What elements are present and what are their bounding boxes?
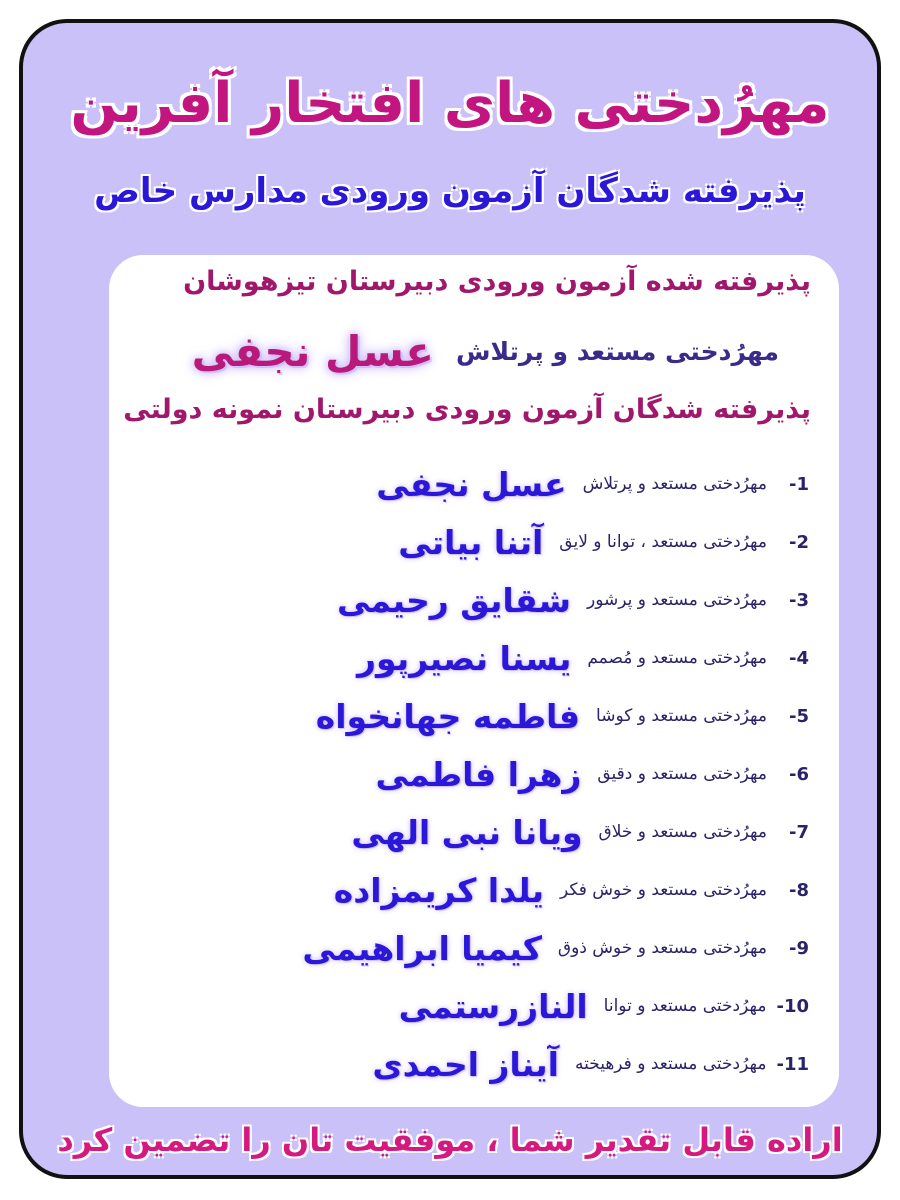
list-item: [129, 977, 809, 1035]
poster-subtitle: پذیرفته شدگان آزمون ورودی مدارس خاص: [94, 171, 806, 211]
student-number: 9-: [788, 937, 809, 959]
student-name: یلدا کریمزاده: [333, 870, 544, 910]
student-number: 2-: [788, 531, 809, 553]
student-desc: مهرُدختی مستعد و مُصمم: [587, 648, 767, 668]
list-item: [129, 571, 809, 629]
poster-title: مهرُدختی های افتخار آفرین: [70, 71, 830, 136]
student-name: کیمیا ابراهیمی: [302, 928, 542, 968]
student-desc: مهرُدختی مستعد و کوشا: [596, 706, 767, 726]
list-item: [129, 513, 809, 571]
student-desc: مهرُدختی مستعد و دقیق: [597, 764, 767, 784]
sample-section-title: پذیرفته شدگان آزمون ورودی دبیرستان نمونه دولتی: [123, 394, 811, 425]
list-item: [129, 803, 809, 861]
student-name: زهرا فاطمی: [375, 754, 582, 794]
student-desc: مهرُدختی مستعد و پرشور: [587, 590, 767, 610]
list-item: [129, 745, 809, 803]
student-number: 11-: [776, 1053, 809, 1075]
student-number: 8-: [788, 879, 809, 901]
poster-frame: [19, 19, 881, 1179]
student-number: 1-: [788, 473, 809, 495]
student-desc: مهرُدختی مستعد و خلاق: [598, 822, 767, 842]
student-desc: مهرُدختی مستعد و خوش ذوق: [557, 938, 767, 958]
student-name: آیناز احمدی: [372, 1044, 559, 1084]
list-item: [129, 919, 809, 977]
student-desc: مهرُدختی مستعد و فرهیخته: [574, 1054, 767, 1074]
student-number: 5-: [788, 705, 809, 727]
student-number: 4-: [788, 647, 809, 669]
student-list: [129, 455, 809, 1093]
list-item: [129, 1035, 809, 1093]
list-item: [129, 687, 809, 745]
student-desc: مهرُدختی مستعد ، توانا و لایق: [559, 532, 767, 552]
student-name: فاطمه جهانخواه: [315, 696, 581, 736]
student-name: النازرستمی: [398, 986, 588, 1026]
student-name: ویانا نبی الهی: [351, 812, 583, 852]
student-name: شقایق رحیمی: [337, 580, 571, 620]
footer-slogan: اراده قابل تقدیر شما ، موفقیت تان را تضمین کرد: [57, 1121, 843, 1159]
list-item: [129, 629, 809, 687]
student-name: عسل نجفی: [376, 464, 567, 504]
student-number: 7-: [788, 821, 809, 843]
gifted-section-title: پذیرفته شده آزمون ورودی دبیرستان تیزهوشان: [183, 266, 811, 297]
student-number: 6-: [788, 763, 809, 785]
student-name: یسنا نصیرپور: [357, 638, 572, 678]
student-name: آتنا بیاتی: [398, 522, 544, 562]
student-desc: مهرُدختی مستعد و خوش فکر: [560, 880, 767, 900]
student-desc: مهرُدختی مستعد و پرتلاش: [582, 474, 767, 494]
list-item: [129, 455, 809, 513]
student-desc: مهرُدختی مستعد و توانا: [603, 996, 767, 1016]
gifted-student: [192, 327, 779, 376]
student-number: 3-: [788, 589, 809, 611]
results-panel: [109, 255, 839, 1107]
student-number: 10-: [776, 995, 809, 1017]
gifted-student-desc: مهرُدختی مستعد و پرتلاش: [455, 337, 779, 366]
list-item: [129, 861, 809, 919]
gifted-student-name: عسل نجفی: [191, 327, 434, 376]
